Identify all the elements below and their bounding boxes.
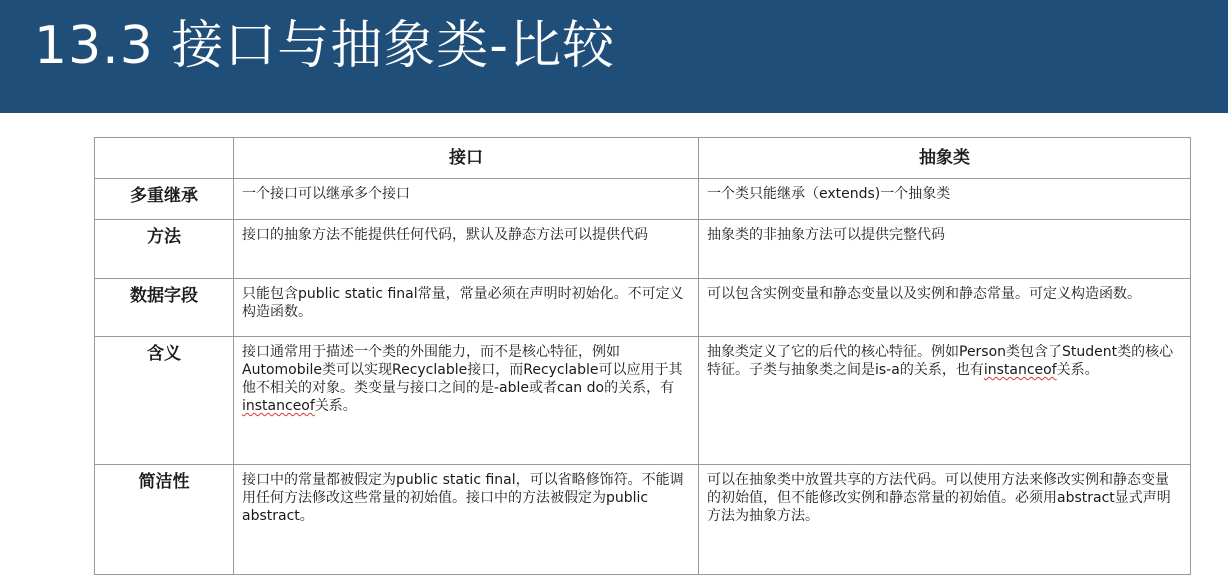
slide-header-bar [0,0,1228,113]
abstract-cell: 可以在抽象类中放置共享的方法代码。可以使用方法来修改实例和静态变量的初始值，但不能修改实例和静态常量的初始值。必须用abstract显式声明方法为抽象方法。 [699,465,1191,575]
abstract-cell: 可以包含实例变量和静态变量以及实例和静态常量。可定义构造函数。 [699,279,1191,337]
abstract-text: 抽象类定义了它的后代的核心特征。例如Person类包含了Student类的核心特征。子类与抽象类之间是is-a的关系，也有 [707,344,1174,378]
interface-cell [234,337,699,465]
header-abstract-class: 抽象类 [699,138,1191,179]
header-corner [95,138,234,179]
table-row [95,179,1191,220]
row-label: 含义 [95,337,234,465]
abstract-cell: 一个类只能继承（extends)一个抽象类 [699,179,1191,220]
abstract-cell [699,337,1191,465]
interface-text: 接口通常用于描述一个类的外围能力，而不是核心特征，例如Automobile类可以实现Recyclable接口，而Recyclable可以应用于其他不相关的对象。类变量与接口之间的是-able或者can do的关系，有 [242,344,683,396]
header-interface: 接口 [234,138,699,179]
table-header-row [95,138,1191,179]
row-label: 数据字段 [95,279,234,337]
interface-cell: 只能包含public static final常量，常量必须在声明时初始化。不可定义构造函数。 [234,279,699,337]
comparison-table [94,137,1191,575]
row-label: 简洁性 [95,465,234,575]
abstract-text-end: 关系。 [1056,362,1099,378]
table-row [95,465,1191,575]
interface-cell: 一个接口可以继承多个接口 [234,179,699,220]
row-label: 多重继承 [95,179,234,220]
table-row [95,279,1191,337]
table-row [95,220,1191,279]
interface-cell: 接口的抽象方法不能提供任何代码，默认及静态方法可以提供代码 [234,220,699,279]
row-label: 方法 [95,220,234,279]
comparison-table-container [94,137,1191,575]
interface-keyword: instanceof [242,398,315,414]
abstract-cell: 抽象类的非抽象方法可以提供完整代码 [699,220,1191,279]
slide-title: 13.3 接口与抽象类-比较 [34,16,616,76]
interface-cell: 接口中的常量都被假定为public static final，可以省略修饰符。不能调用任何方法修改这些常量的初始值。接口中的方法被假定为public abstract。 [234,465,699,575]
interface-text-end: 关系。 [314,398,357,414]
table-row [95,337,1191,465]
abstract-keyword: instanceof [983,362,1057,378]
